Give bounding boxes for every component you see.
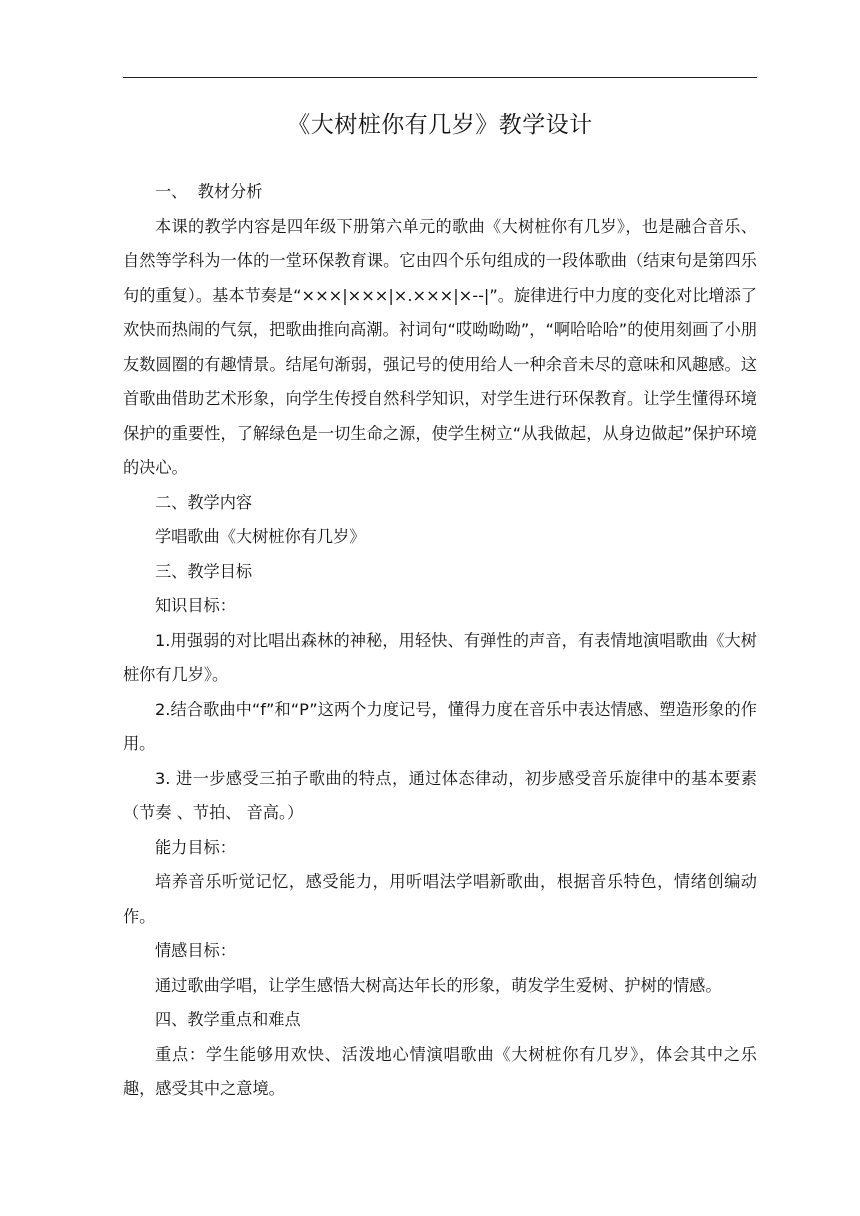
section-heading-objectives: 三、教学目标 [155, 561, 253, 581]
knowledge-objective-2: 2.结合歌曲中“f”和“P”这两个力度记号，懂得力度在音乐中表达情感、塑造形象的作用。 [123, 699, 757, 753]
document-title: 《大树桩你有几岁》教学设计 [287, 112, 593, 138]
document-body [123, 175, 757, 1107]
knowledge-objective-3: 3. 进一步感受三拍子歌曲的特点，通过体态律动，初步感受音乐旋律中的基本要素（节奏 、节拍、 音高。） [123, 768, 757, 822]
section-heading-focus: 四、教学重点和难点 [155, 1010, 301, 1029]
ability-objective-paragraph: 培养音乐听觉记忆，感受能力，用听唱法学唱新歌曲，根据音乐特色，情绪创编动作。 [123, 872, 757, 926]
ability-objective-label: 能力目标： [155, 837, 236, 857]
materials-analysis-paragraph: 本课的教学内容是四年级下册第六单元的歌曲《大树桩你有几岁》，也是融合音乐、自然等学科为一体的一堂环保教育课。它由四个乐句组成的一段体歌曲（结束句是第四乐句的重复）。基本节奏是“×××|×××|×.×××|×--|”。旋律进行中力度的变化对比增添了欢快而热闹的气氛，把歌曲推向高潮。衬词句“哎呦呦呦”，“啊哈哈哈”的使用刻画了小朋友数圆圈的有趣情景。结尾句渐弱，强记号的使用给人一种余音未尽的意味和风趣感。这首歌曲借助艺术形象，向学生传授自然科学知识，对学生进行环保教育。让学生懂得环境保护的重要性，了解绿色是一切生命之源，使学生树立“从我做起，从身边做起”保护环境的决心。 [123, 216, 757, 477]
teaching-content-paragraph: 学唱歌曲《大树桩你有几岁》 [155, 527, 366, 546]
header-rule [123, 77, 757, 78]
emotion-objective-label: 情感目标： [155, 941, 236, 960]
knowledge-objective-label: 知识目标： [155, 596, 236, 615]
emotion-objective-paragraph: 通过歌曲学唱，让学生感悟大树高达年长的形象，萌发学生爱树、护树的情感。 [155, 975, 722, 995]
focus-paragraph: 重点：学生能够用欢快、活泼地心情演唱歌曲《大树桩你有几岁》，体会其中之乐趣，感受其中之意境。 [123, 1044, 757, 1098]
section-heading-content: 二、教学内容 [155, 492, 253, 512]
section-heading-materials: 一、 教材分析 [155, 182, 263, 201]
knowledge-objective-1: 1.用强弱的对比唱出森林的神秘，用轻快、有弹性的声音，有表情地演唱歌曲《大树桩你有几岁》。 [123, 630, 757, 684]
